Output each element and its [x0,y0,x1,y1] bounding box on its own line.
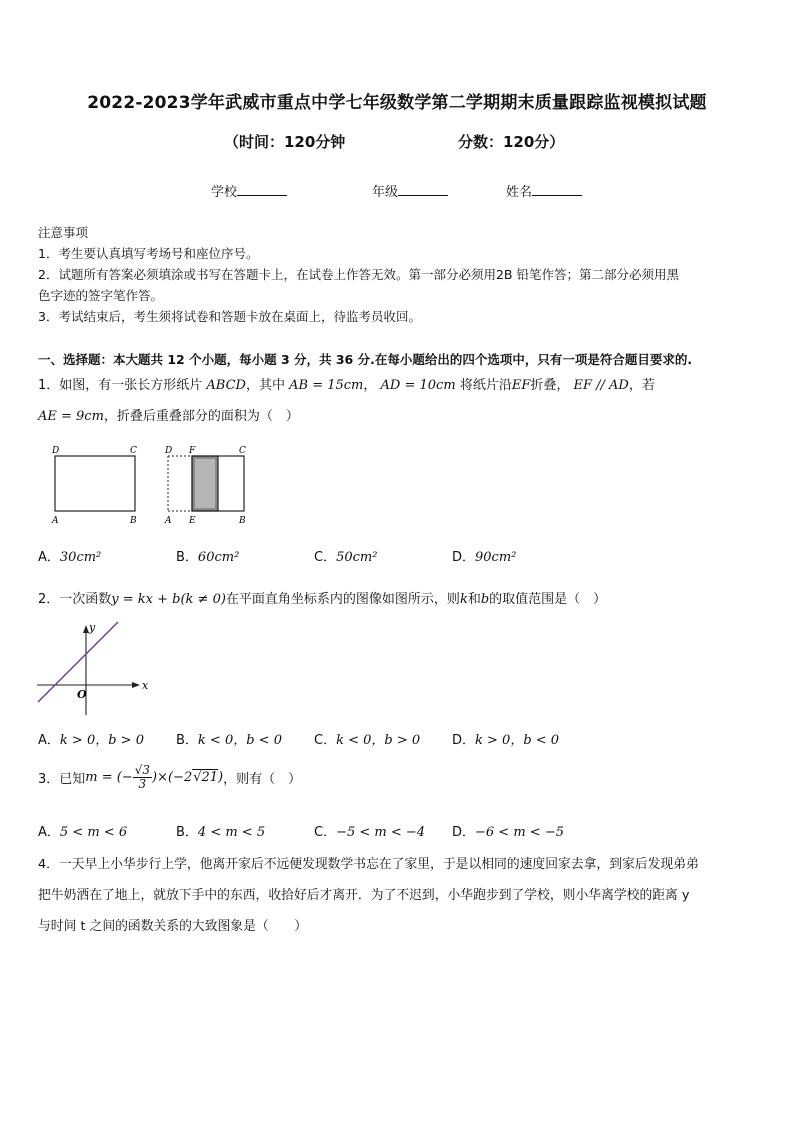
label-a2: A [165,516,172,526]
q2-text: 在平面直角坐标系内的图像如图所示，则 [225,592,460,607]
q4-line1: 4．一天早上小华步行上学，他离开家后不远便发现数学书忘在了家里，于是以相同的速度回家去拿，到家后发现弟弟 [38,857,699,872]
q1-math: ABCD [206,378,246,393]
grade-blank[interactable] [398,183,448,196]
q1-text: ，若 [628,378,655,393]
school-field [211,181,287,200]
q4-line3: 与时间 t 之间的函数关系的大致图象是（ ） [38,919,308,934]
q2-option-c[interactable] [314,729,420,748]
note-item: 3．考试结束后，考生须将试卷和答题卡放在桌面上，待监考员收回。 [38,309,421,324]
option-label: D． [452,550,476,565]
q3-line [38,764,301,791]
x-axis-label: x [142,679,149,692]
q3-option-c[interactable] [314,821,425,840]
option-label: C． [314,550,337,565]
label-d2: D [165,446,173,456]
q1-math: EF // AD [573,378,629,393]
q2-option-a[interactable] [38,729,144,748]
q1-option-b[interactable] [176,546,239,565]
q2-graph [32,618,162,718]
y-axis-label: y [89,621,96,634]
option-label: B． [176,550,198,565]
q3-option-d[interactable] [452,821,564,840]
label-c2: C [239,446,246,456]
q4-line2: 把牛奶洒在了地上，就放下手中的东西，收拾好后才离开．为了不迟到，小华跑步到了学校，则小华离学校的距离 y [38,888,690,903]
option-value: 4 < m < 5 [197,825,266,840]
option-label: D． [452,825,476,840]
school-label: 学校 [211,185,238,200]
name-field [506,181,582,200]
q1-text: ，其中 [245,378,285,393]
option-value: k < 0，b < 0 [197,733,282,748]
option-label: B． [176,733,198,748]
q3-text: 3．已知 [38,772,86,787]
q2-math: b [480,592,490,607]
option-label: C． [314,733,337,748]
q3-fraction [133,764,152,791]
q1-text: 折叠， [530,378,570,393]
option-value: 60cm² [197,550,240,565]
option-value: k < 0，b > 0 [336,733,421,748]
option-value: 90cm² [475,550,517,565]
q3-option-b[interactable] [176,821,265,840]
q2-line [38,588,606,607]
option-value: k > 0，b > 0 [59,733,144,748]
label-f: F [189,446,196,456]
q1-option-d[interactable] [452,546,516,565]
q2-option-b[interactable] [176,729,282,748]
fraction-numerator: √3 [134,763,151,777]
q2-math: y = kx + b(k ≠ 0) [111,592,226,607]
q2-text: 和 [467,592,481,607]
label-e: E [189,516,196,526]
note-item: 色字迹的签字笔作答。 [38,288,164,303]
q1-math: AB = 15cm [289,378,364,393]
q1-line2 [38,405,299,424]
option-label: A． [38,825,60,840]
option-label: D． [452,733,476,748]
q1-option-c[interactable] [314,546,377,565]
q1-text: 1．如图，有一张长方形纸片 [38,378,203,393]
option-value: −6 < m < −5 [475,825,564,840]
note-item: 1．考生要认真填写考场号和座位序号。 [38,246,259,261]
note-item: 2．试题所有答案必须填涂或书写在答题卡上，在试卷上作答无效。第一部分必须用2B 铅笔作答；第二部分必须用黑 [38,267,679,282]
q1-text: ，折叠后重叠部分的面积为（ ） [103,409,299,424]
q2-option-d[interactable] [452,729,559,748]
page-title: 2022-2023学年武威市重点中学七年级数学第二学期期末质量跟踪监视模拟试题 [87,93,707,113]
option-value: −5 < m < −4 [336,825,426,840]
section-heading: 一、选择题：本大题共 12 个小题，每小题 3 分，共 36 分.在每小题给出的四个选项中，只有一项是符合题目要求的. [38,352,693,367]
option-value: k > 0，b < 0 [475,733,560,748]
x-arrow-icon [132,682,140,688]
q3-text: ，则有（ ） [223,772,302,787]
q2-text: 的取值范围是（ ） [489,592,607,607]
exam-time: （时间：120分钟 [224,133,346,151]
q1-math: AD = 10cm [380,378,456,393]
q1-figure [46,442,256,527]
origin-label: O [77,688,87,701]
q1-text: ， [363,378,377,393]
option-label: B． [176,825,198,840]
label-b: B [130,516,137,526]
grade-label: 年级 [372,185,399,200]
q3-math: m = (− [85,770,133,785]
notes-heading: 注意事项 [38,225,89,240]
option-value: 5 < m < 6 [59,825,128,840]
q3-math: ) [218,770,224,785]
exam-score: 分数：120分） [458,133,565,151]
option-label: A． [38,733,60,748]
name-blank[interactable] [532,183,582,196]
option-label: A． [38,550,60,565]
rect-abcd [55,456,135,511]
school-blank[interactable] [237,183,287,196]
q1-math: EF [511,378,531,393]
label-a: A [52,516,59,526]
fraction-denominator: 3 [138,777,147,791]
overlap-shading [195,459,215,508]
label-d: D [52,446,60,456]
q2-math: k [459,592,468,607]
q3-radical: √21 [193,770,219,785]
label-c: C [130,446,137,456]
q1-line1 [38,374,655,393]
q1-math: AE = 9cm [38,409,104,424]
option-value: 30cm² [59,550,102,565]
grade-field [372,181,448,200]
name-label: 姓名 [506,185,533,200]
option-label: C． [314,825,337,840]
label-b2: B [239,516,246,526]
q2-text: 2．一次函数 [38,592,112,607]
q3-math: )×(−2 [152,770,193,785]
q3-option-a[interactable] [38,821,127,840]
option-value: 50cm² [336,550,378,565]
q1-text: 将纸片沿 [459,378,512,393]
q1-option-a[interactable] [38,546,101,565]
